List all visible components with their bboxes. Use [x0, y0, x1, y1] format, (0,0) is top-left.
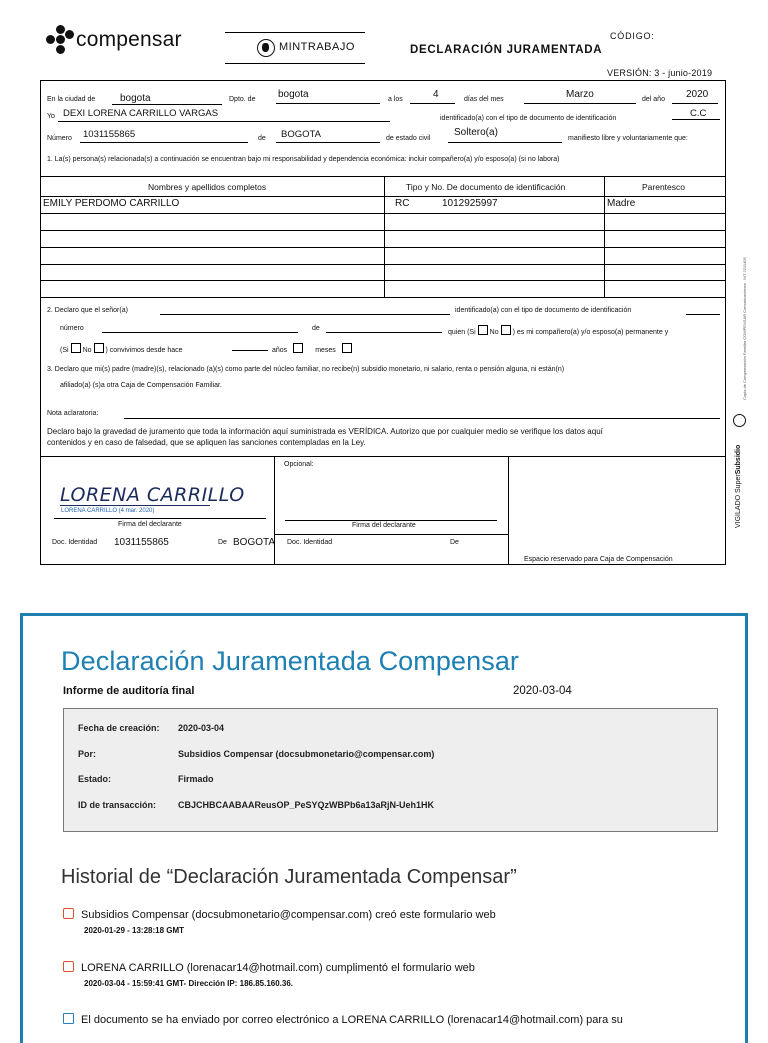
audit-summary-box: [63, 708, 718, 832]
civil-status-field[interactable]: Soltero(a): [454, 127, 498, 138]
history-event: [63, 1013, 623, 1026]
audit-row-value: Firmado: [178, 774, 214, 784]
audit-row-label: ID de transacción:: [78, 800, 157, 810]
partner-yes-checkbox[interactable]: [478, 325, 488, 335]
item-2-line-1b: identificado(a) con el tipo de documento de identificación: [455, 307, 632, 314]
signature-image: LORENA CARRILLO: [60, 484, 245, 506]
oath-line-2: contenidos y en caso de falsedad, que se apliquen las sanciones contempladas en la Ley.: [47, 438, 366, 447]
item-2-line-2a: número: [60, 325, 84, 332]
supersubsidio-logo-icon: [733, 414, 746, 427]
city-field[interactable]: bogota: [120, 93, 151, 104]
coat-of-arms-icon: [257, 39, 275, 57]
reserved-space-label: Espacio reservado para Caja de Compensación: [524, 556, 673, 563]
audit-row-label: Por:: [78, 749, 96, 759]
history-event-text: Subsidios Compensar (docsubmonetario@compensar.com) creó este formulario web: [81, 909, 496, 921]
item-2-line-3b: No: [82, 347, 92, 354]
audit-transaction-id: CBJCHBCAABAAReusOP_PeSYQzWBPb6a13aRjN-Ueh1HK: [178, 800, 435, 810]
manifest-text: manifiesto libre y voluntariamente que:: [568, 135, 688, 142]
table-cell-doc-type[interactable]: RC: [395, 198, 410, 209]
doc-de-label: De: [218, 539, 227, 546]
year-field[interactable]: 2020: [686, 89, 709, 100]
audit-row-value: Subsidios Compensar (docsubmonetario@compensar.com): [178, 749, 435, 759]
table-cell-relation[interactable]: Madre: [607, 198, 636, 209]
signature-label: Firma del declarante: [118, 521, 182, 528]
ministry-logo: [225, 32, 365, 64]
compensar-logo-icon: [42, 24, 76, 58]
document-title: DECLARACIÓN JURAMENTADA: [410, 44, 603, 56]
cohabit-no-checkbox[interactable]: [94, 343, 104, 353]
col-header-relation: Parentesco: [642, 182, 685, 192]
brand-name: compensar: [76, 28, 182, 51]
doc-id-value[interactable]: 1031155865: [114, 537, 169, 548]
history-event-text: LORENA CARRILLO (lorenacar14@hotmail.com) cumplimentó el formulario web: [81, 962, 475, 974]
dept-label: Dpto. de: [229, 96, 256, 103]
side-small-text-2: NIT 2211405: [742, 257, 747, 280]
table-cell-doc-number[interactable]: 1012925997: [442, 198, 498, 209]
email-sent-icon: [63, 1013, 74, 1024]
month-field[interactable]: Marzo: [566, 89, 594, 100]
years-checkbox[interactable]: [293, 343, 303, 353]
history-event: [63, 908, 496, 935]
item-2-line-3a: (Si: [60, 347, 69, 354]
id-number-field[interactable]: 1031155865: [83, 129, 136, 140]
day-field[interactable]: 4: [433, 89, 439, 100]
audit-date: 2020-03-04: [513, 685, 572, 697]
cohabit-yes-checkbox[interactable]: [71, 343, 81, 353]
audit-row-value: 2020-03-04: [178, 723, 225, 733]
table-cell-name[interactable]: EMILY PERDOMO CARRILLO: [43, 198, 180, 209]
doc-de-2-label: De: [450, 539, 459, 546]
partner-no-checkbox[interactable]: [501, 325, 511, 335]
item-2-line-2b: de: [312, 325, 320, 332]
ministry-label: MINTRABAJO: [279, 41, 355, 53]
vigilado-label: VIGILADO Super: [735, 474, 742, 528]
history-event: [63, 961, 475, 988]
declarant-name-field[interactable]: DEXI LORENA CARRILLO VARGAS: [63, 108, 219, 119]
audit-report: [20, 613, 748, 1043]
months-checkbox[interactable]: [342, 343, 352, 353]
id-city-field[interactable]: BOGOTA: [281, 129, 321, 140]
item-2-line-3d: años: [272, 347, 288, 354]
id-type-label: identificado(a) con el tipo de documento de identificación: [440, 115, 617, 122]
col-header-name: Nombres y apellidos completos: [148, 182, 267, 192]
civil-status-label: de estado civil: [386, 135, 431, 142]
year-label: del año: [642, 96, 665, 103]
doc-de-value[interactable]: BOGOTA: [233, 537, 276, 548]
number-label: Número: [47, 135, 72, 142]
signed-caption: LORENA CARRILLO (4 mar. 2020): [61, 508, 155, 514]
col-header-document: Tipo y No. De documento de identificación: [406, 182, 566, 192]
item-2-line-2d: No: [489, 329, 499, 336]
dept-field[interactable]: bogota: [278, 89, 309, 100]
item-3-line-2: afiliado(a) (s)a otra Caja de Compensación Familiar.: [60, 382, 222, 389]
audit-row-label: Fecha de creación:: [78, 723, 160, 733]
doc-id-label: Doc. Identidad: [52, 539, 98, 546]
id-city-label: de: [258, 135, 266, 142]
form-created-icon: [63, 908, 74, 919]
item-2-line-3e: meses: [315, 347, 336, 354]
city-label: En la ciudad de: [47, 96, 96, 103]
item-2-line-3c: ) convivimos desde hace: [105, 347, 183, 354]
days-label-post: días del mes: [464, 96, 504, 103]
item-2-line-2c: quien (Si: [448, 329, 476, 336]
yo-label: Yo: [47, 113, 55, 120]
optional-label: Opcional:: [284, 461, 314, 468]
days-label-pre: a los: [388, 96, 403, 103]
item-2-line-1a: 2. Declaro que el señor(a): [47, 307, 128, 314]
item-3-line-1: 3. Declaro que mi(s) padre (madre)(s), relacionado (a)(s) como parte del núcleo familiar, no recibe(n) subsidio monetario, ni salario, renta o pensión alguna, ni están(n): [47, 366, 565, 373]
note-field[interactable]: [124, 418, 720, 419]
vigilado-text: [735, 445, 742, 528]
code-label: CÓDIGO:: [610, 31, 655, 41]
oath-line-1: Declaro bajo la gravedad de juramento que toda la información aquí suministrada es VERÍDICA. Autorizo que por cualquier medio se verifique los datos aquí: [47, 427, 603, 436]
history-event-text: El documento se ha enviado por correo electrónico a LORENA CARRILLO (lorenacar14@hotmail.com) para su: [81, 1014, 623, 1026]
subsidio-label: Subsidio: [735, 444, 742, 475]
version-label: VERSIÓN: 3 - junio-2019: [607, 68, 713, 78]
item-2-line-2e: ) es mi compañero(a) y/o esposo(a) permanente y: [512, 329, 669, 336]
audit-subtitle: Informe de auditoría final: [63, 685, 195, 697]
history-title: Historial de “Declaración Juramentada Compensar”: [61, 866, 517, 888]
item-1-text: 1. La(s) persona(s) relacionada(s) a continuación se encuentran bajo mi responsabilidad y dependencia económica: incluir compañero(a) y/o esposo(a) (si no labora): [47, 156, 560, 163]
history-event-meta: 2020-03-04 - 15:59:41 GMT- Dirección IP: 186.85.160.36.: [84, 979, 294, 988]
id-type-field[interactable]: C.C: [690, 108, 707, 119]
signature-2-label: Firma del declarante: [352, 522, 416, 529]
form-filled-icon: [63, 961, 74, 972]
history-event-meta: 2020-01-29 - 13:28:18 GMT: [84, 926, 185, 935]
audit-row-label: Estado:: [78, 774, 112, 784]
side-small-text-1: Copia de Compensación Familiar COMPENSAR Comunicaciones: [742, 283, 747, 400]
note-label: Nota aclaratoria:: [47, 410, 99, 417]
audit-title: Declaración Juramentada Compensar: [61, 646, 520, 676]
doc-id-2-label: Doc. Identidad: [287, 539, 333, 546]
